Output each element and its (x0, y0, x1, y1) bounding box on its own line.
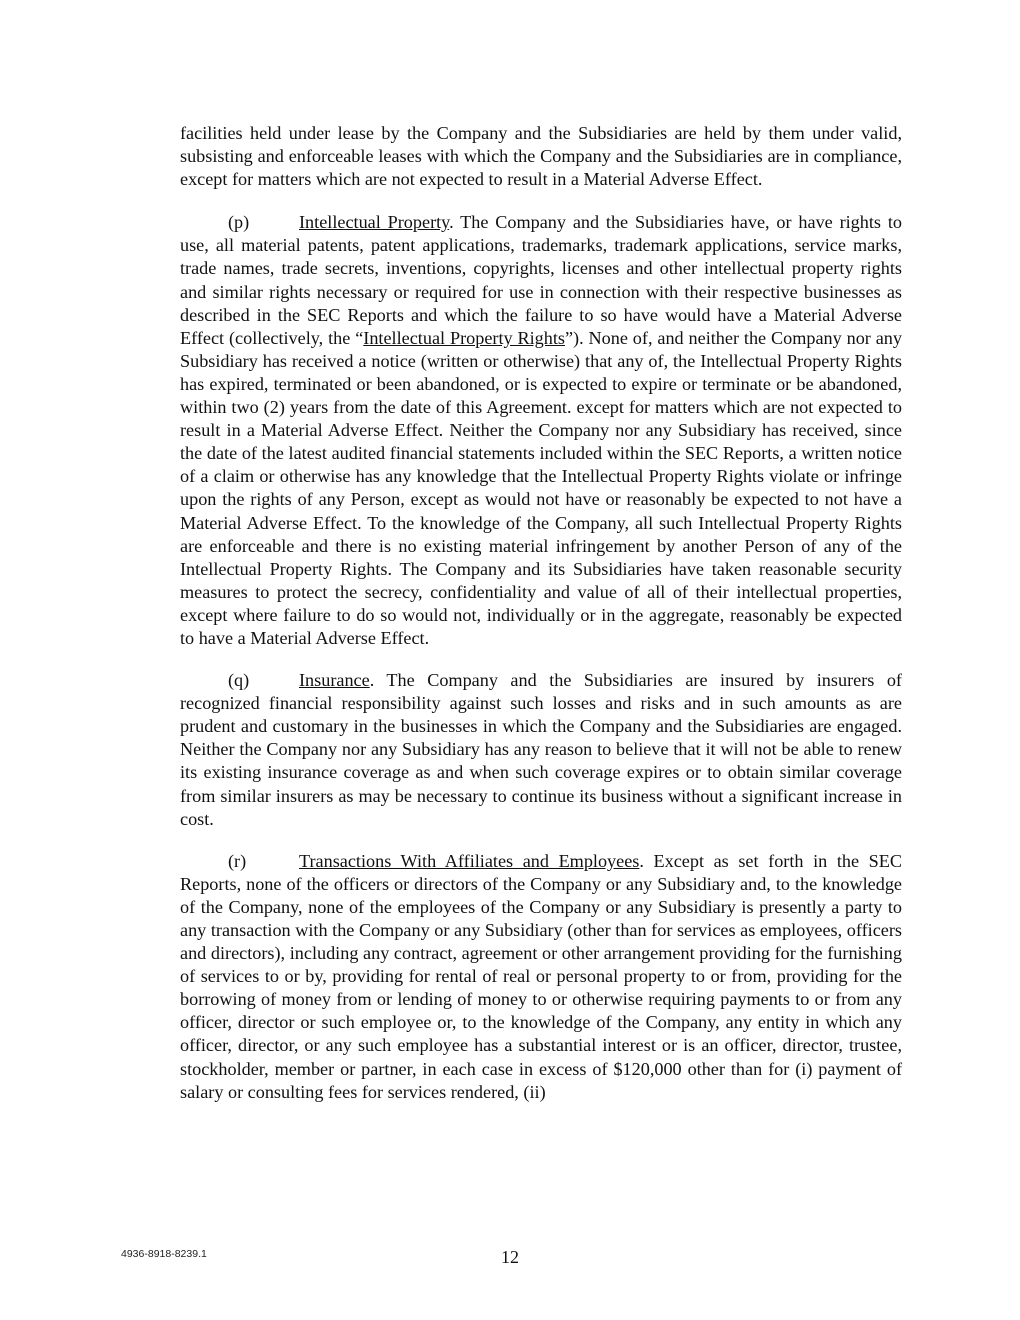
section-label: (r) (228, 850, 247, 871)
section-heading: Transactions With Affiliates and Employees (299, 850, 640, 871)
section-r-transactions (180, 850, 902, 1104)
defined-term: Intellectual Property Rights (363, 327, 565, 348)
footer-document-id: 4936-8918-8239.1 (121, 1248, 207, 1260)
section-text: . The Company and the Subsidiaries have, or have rights to use, all material patents, patent applications, trademarks, trademark applications, service marks, trade names, trade secrets, inventions, copyrights, licenses and other intellectual property rights and similar rights necessary or required for use in connection with their respective businesses as described in the SEC Reports and which the failure to so have would have a Material Adverse Effect (collectively, the “ (180, 212, 902, 348)
section-label: (p) (228, 212, 250, 233)
section-heading: Insurance (299, 670, 370, 691)
section-text: . Except as set forth in the SEC Reports, none of the officers or directors of the Company or any Subsidiary and, to the knowledge of the Company, none of the employees of the Company or any Subsidiary is presently a party to any transaction with the Company or any Subsidiary (other than for services as employees, officers and directors), including any contract, agreement or other arrangement providing for the furnishing of services to or by, providing for rental of real or personal property to or from, providing for the borrowing of money from or lending of money to or otherwise requiring payments to or from any officer, director or such employee or, to the knowledge of the Company, any entity in which any officer, director, or any such employee has a substantial interest or is an officer, director, trustee, stockholder, member or partner, in each case in excess of $120,000 other than for (i) payment of salary or consulting fees for services rendered, (ii) (180, 850, 902, 1102)
continuation-paragraph: facilities held under lease by the Company and the Subsidiaries are held by them under valid, subsisting and enforceable leases with which the Company and the Subsidiaries are in compliance, except for matters which are not expected to result in a Material Adverse Effect. (180, 123, 902, 190)
section-text: ”). None of, and neither the Company nor any Subsidiary has received a notice (written or otherwise) that any of, the Intellectual Property Rights has expired, terminated or been abandoned, or is expected to expire or terminate or be abandoned, within two (2) years from the date of this Agreement. except for matters which are not expected to result in a Material Adverse Effect. Neither the Company nor any Subsidiary has received, since the date of the latest audited financial statements included within the SEC Reports, a written notice of a claim or otherwise has any knowledge that the Intellectual Property Rights violate or infringe upon the rights of any Person, except as would not have or reasonably be expected to not have a Material Adverse Effect. To the knowledge of the Company, all such Intellectual Property Rights are enforceable and there is no existing material infringement by another Person of any of the Intellectual Property Rights. The Company and its Subsidiaries have taken reasonable security measures to protect the secrecy, confidentiality and value of all of their intellectual properties, except where failure to do so would not, individually or in the aggregate, reasonably be expected to have a Material Adverse Effect. (180, 327, 902, 648)
body-text (180, 122, 902, 1123)
section-heading: Intellectual Property (299, 212, 450, 233)
section-label: (q) (228, 670, 250, 691)
section-p-intellectual-property (180, 211, 902, 650)
page-number: 12 (501, 1247, 519, 1267)
section-q-insurance (180, 669, 902, 831)
section-text: . The Company and the Subsidiaries are insured by insurers of recognized financial responsibility against such losses and risks and in such amounts as are prudent and customary in the businesses in which the Company and the Subsidiaries are engaged. Neither the Company nor any Subsidiary has any reason to believe that it will not be able to renew its existing insurance coverage as and when such coverage expires or to obtain similar coverage from similar insurers as may be necessary to continue its business without a significant increase in cost. (180, 670, 902, 829)
